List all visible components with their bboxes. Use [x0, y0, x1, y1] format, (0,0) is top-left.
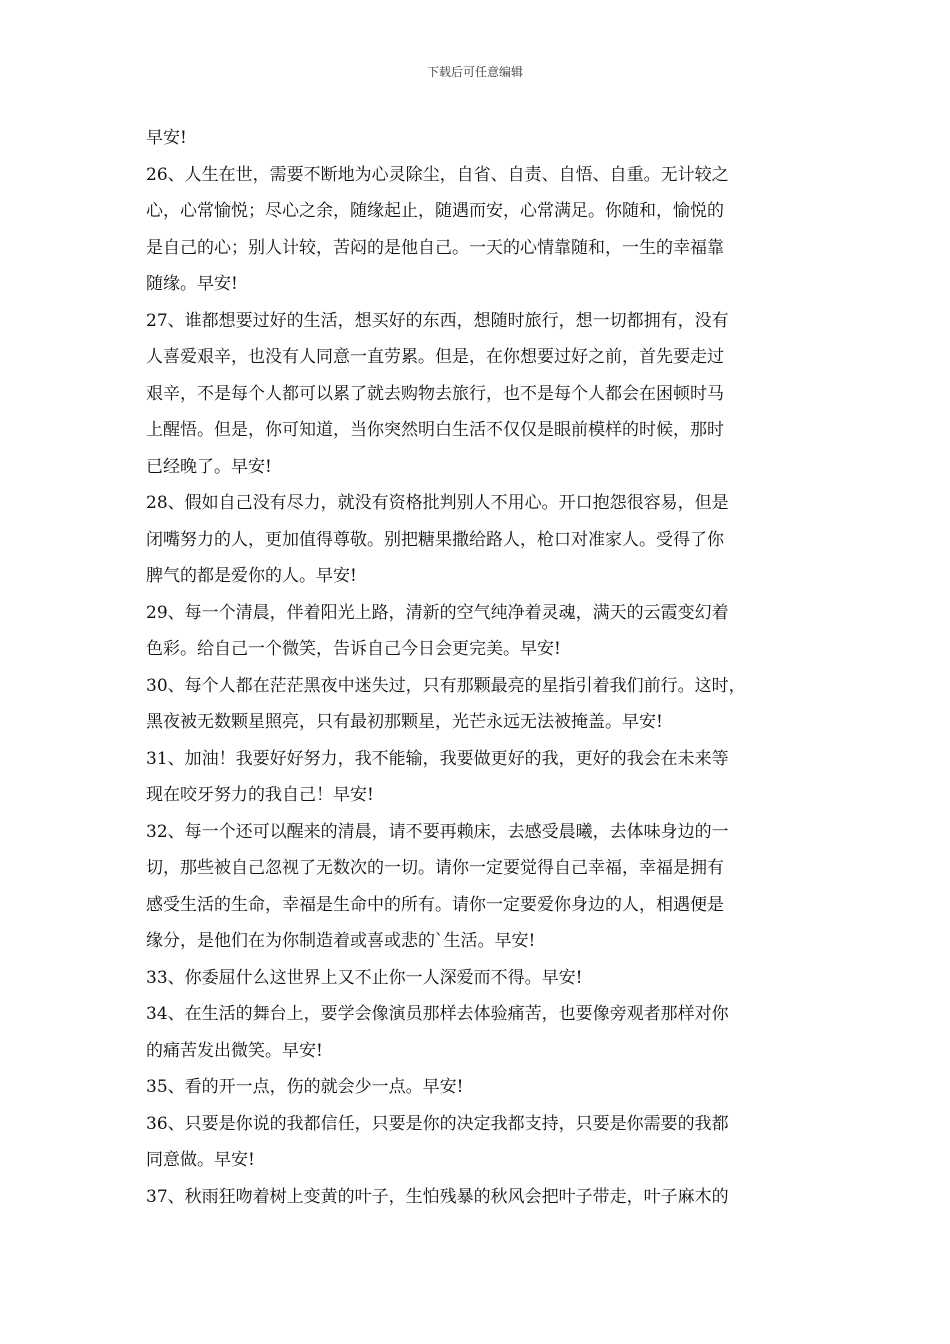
- text-line: 早安!: [146, 128, 187, 148]
- text-line: 感受生活的生命，幸福是生命中的所有。请你一定要爱你身边的人，相遇便是: [146, 894, 724, 915]
- text-line: 37、秋雨狂吻着树上变黄的叶子，生怕残暴的秋风会把叶子带走，叶子麻木的: [146, 1186, 729, 1207]
- text-line: 已经晚了。早安!: [146, 456, 272, 477]
- text-line: 上醒悟。但是，你可知道，当你突然明白生活不仅仅是眼前模样的时候，那时: [146, 420, 724, 440]
- text-line: 30、每个人都在茫茫黑夜中迷失过，只有那颗最亮的星指引着我们前行。这时，: [146, 675, 746, 696]
- text-line: 艰辛，不是每个人都可以累了就去购物去旅行，也不是每个人都会在困顿时马: [146, 383, 724, 404]
- text-line: 35、看的开一点，伤的就会少一点。早安!: [146, 1077, 464, 1097]
- text-line: 36、只要是你说的我都信任，只要是你的决定我都支持，只要是你需要的我都: [146, 1113, 729, 1134]
- text-line: 31、加油！我要好好努力，我不能输，我要做更好的我，更好的我会在未来等: [146, 748, 729, 769]
- document-body: [146, 120, 806, 1215]
- text-line: 心，心常愉悦；尽心之余，随缘起止，随遇而安，心常满足。你随和，愉悦的: [146, 201, 724, 221]
- text-line: 27、谁都想要过好的生活，想买好的东西，想随时旅行，想一切都拥有，没有: [146, 310, 729, 331]
- text-line: 32、每一个还可以醒来的清晨，请不要再赖床，去感受晨曦，去体味身边的一: [146, 821, 729, 842]
- text-line: 色彩。给自己一个微笑，告诉自己今日会更完美。早安!: [146, 639, 561, 659]
- text-line: 黑夜被无数颗星照亮，只有最初那颗星，光芒永远无法被掩盖。早安!: [146, 712, 663, 732]
- text-line: 29、每一个清晨，伴着阳光上路，清新的空气纯净着灵魂，满天的云霞变幻着: [146, 602, 729, 623]
- text-line: 闭嘴努力的人，更加值得尊敬。别把糖果撒给路人，枪口对准家人。受得了你: [146, 529, 724, 550]
- text-line: 26、人生在世，需要不断地为心灵除尘，自省、自责、自悟、自重。无计较之: [146, 164, 729, 185]
- text-line: 缘分，是他们在为你制造着或喜或悲的`生活。早安!: [146, 931, 536, 951]
- text-line: 33、你委屈什么这世界上又不止你一人深爱而不得。早安!: [146, 967, 583, 988]
- text-line: 的痛苦发出微笑。早安!: [146, 1040, 323, 1061]
- text-line: 脾气的都是爱你的人。早安!: [146, 566, 357, 586]
- text-line: 34、在生活的舞台上，要学会像演员那样去体验痛苦，也要像旁观者那样对你: [146, 1004, 729, 1024]
- text-line: 是自己的心；别人计较，苦闷的是他自己。一天的心情靠随和，一生的幸福靠: [146, 237, 724, 258]
- page-header: 下载后可任意编辑: [426, 65, 523, 79]
- text-line: 同意做。早安!: [146, 1150, 255, 1170]
- text-line: 切，那些被自己忽视了无数次的一切。请你一定要觉得自己幸福，幸福是拥有: [146, 858, 724, 878]
- text-line: 28、假如自己没有尽力，就没有资格批判别人不用心。开口抱怨很容易，但是: [146, 493, 729, 513]
- text-line: 人喜爱艰辛，也没有人同意一直劳累。但是，在你想要过好之前，首先要走过: [146, 347, 724, 367]
- text-line: 随缘。早安!: [146, 274, 238, 294]
- text-line: 现在咬牙努力的我自己！早安!: [146, 785, 374, 805]
